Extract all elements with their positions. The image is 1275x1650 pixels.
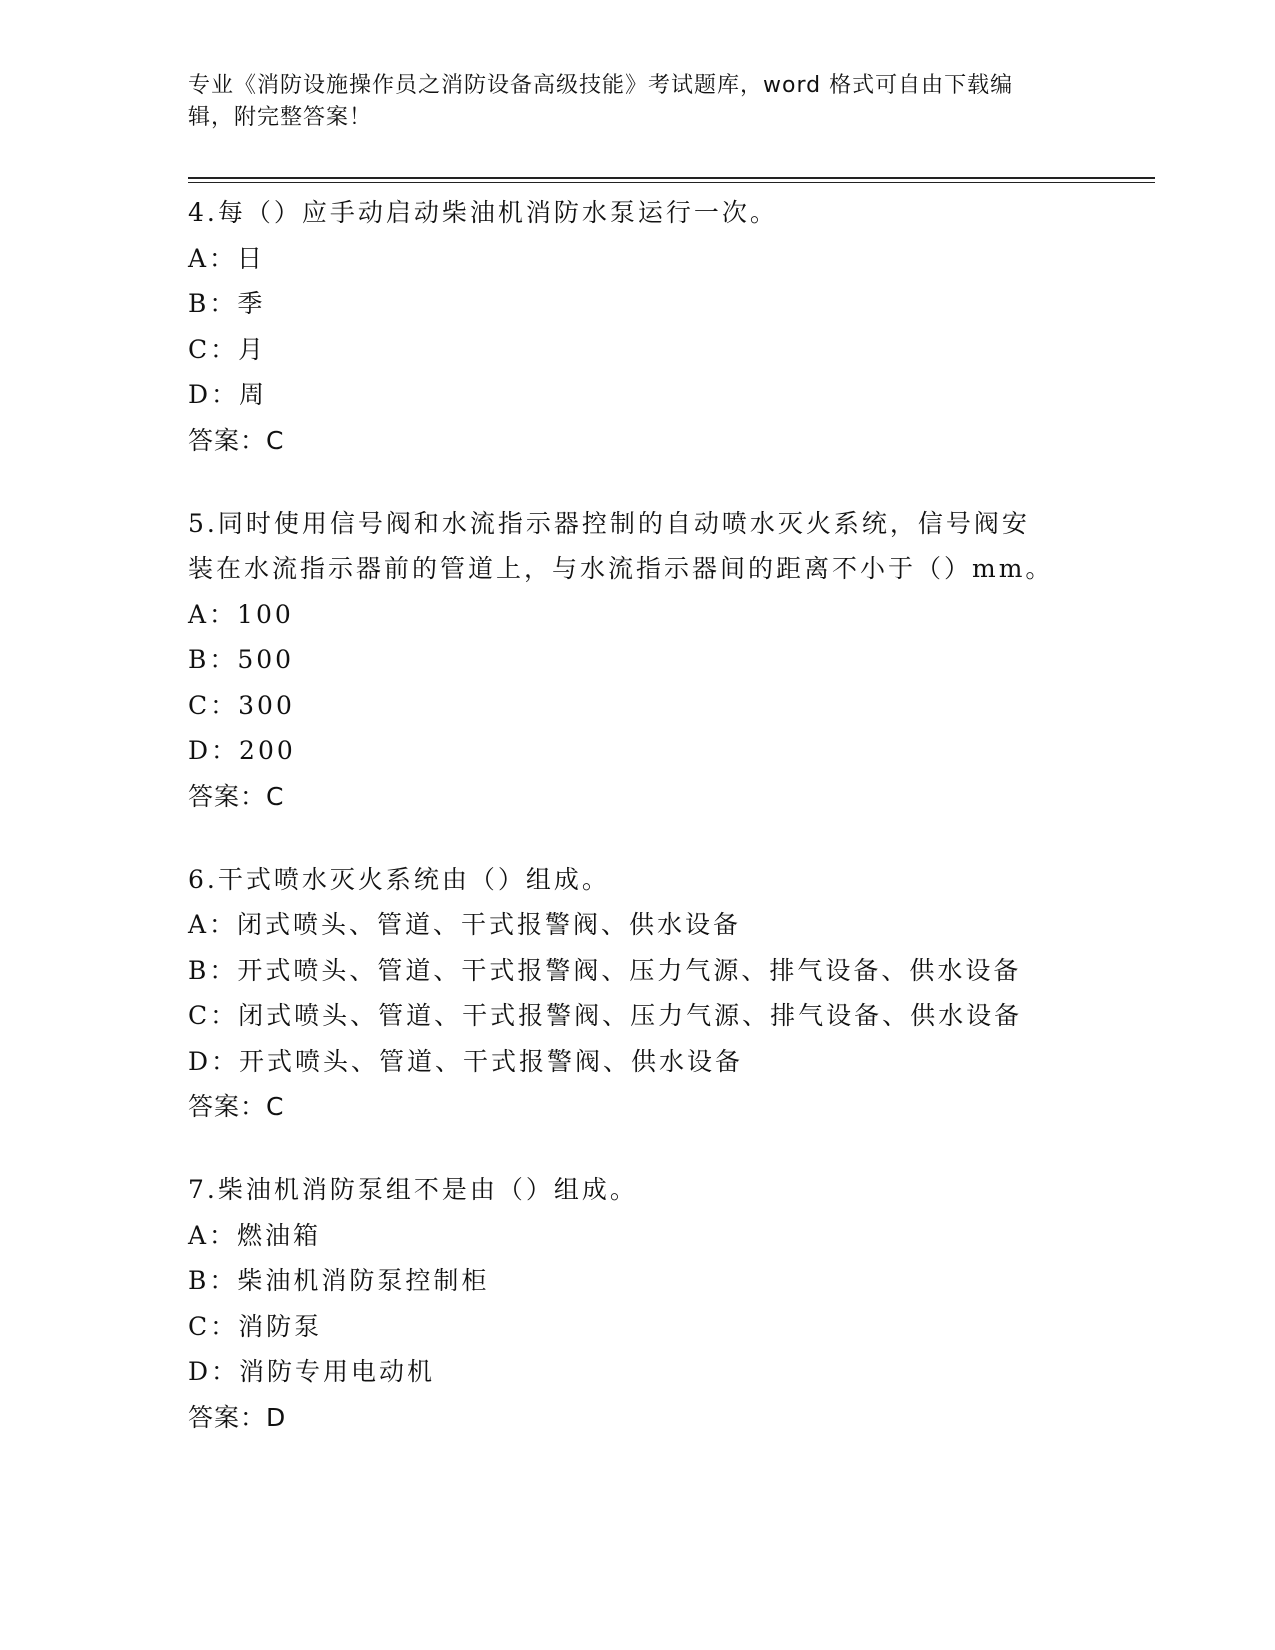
question-6	[188, 857, 1088, 1131]
option-a: A：闭式喷头、管道、干式报警阀、供水设备	[188, 910, 742, 939]
option-a: A：燃油箱	[188, 1220, 322, 1250]
question-list	[188, 190, 1088, 1478]
option-a: A：日	[188, 243, 266, 273]
option-d: D：周	[188, 380, 268, 409]
header-line-1: 专业《消防设施操作员之消防设备高级技能》考试题库，word 格式可自由下载编	[188, 73, 1014, 98]
option-a: A：100	[188, 599, 294, 629]
question-stem: 7.柴油机消防泵组不是由（）组成。	[188, 1175, 638, 1204]
option-d: D：消防专用电动机	[188, 1357, 436, 1386]
option-c: C：月	[188, 334, 267, 364]
question-stem: 6.干式喷水灭火系统由（）组成。	[188, 864, 610, 894]
header-divider	[188, 177, 1155, 183]
answer-line: 答案：D	[188, 1402, 287, 1432]
option-b: B：500	[188, 645, 295, 674]
header-line-2: 辑，附完整答案！	[188, 105, 373, 130]
question-stem-line-2: 装在水流指示器前的管道上，与水流指示器间的距离不小于（）mm。	[188, 554, 1054, 583]
option-c: C：消防泵	[188, 1311, 323, 1341]
question-7	[188, 1167, 1088, 1441]
option-d: D：开式喷头、管道、干式报警阀、供水设备	[188, 1046, 744, 1076]
document-header	[188, 70, 1068, 134]
option-b: B：季	[188, 289, 266, 318]
answer-line: 答案：C	[188, 425, 285, 455]
question-4	[188, 190, 1088, 464]
answer-line: 答案：C	[188, 1092, 285, 1121]
option-b: B：柴油机消防泵控制柜	[188, 1266, 490, 1295]
question-5	[188, 501, 1088, 820]
option-c: C：300	[188, 690, 295, 720]
answer-line: 答案：C	[188, 781, 285, 811]
question-stem: 4.每（）应手动启动柴油机消防水泵运行一次。	[188, 198, 778, 227]
option-c: C：闭式喷头、管道、干式报警阀、压力气源、排气设备、供水设备	[188, 1001, 1023, 1030]
option-d: D：200	[188, 736, 296, 765]
option-b: B：开式喷头、管道、干式报警阀、压力气源、排气设备、供水设备	[188, 955, 1022, 985]
question-stem-line-1: 5.同时使用信号阀和水流指示器控制的自动喷水灭火系统，信号阀安	[188, 508, 1030, 538]
